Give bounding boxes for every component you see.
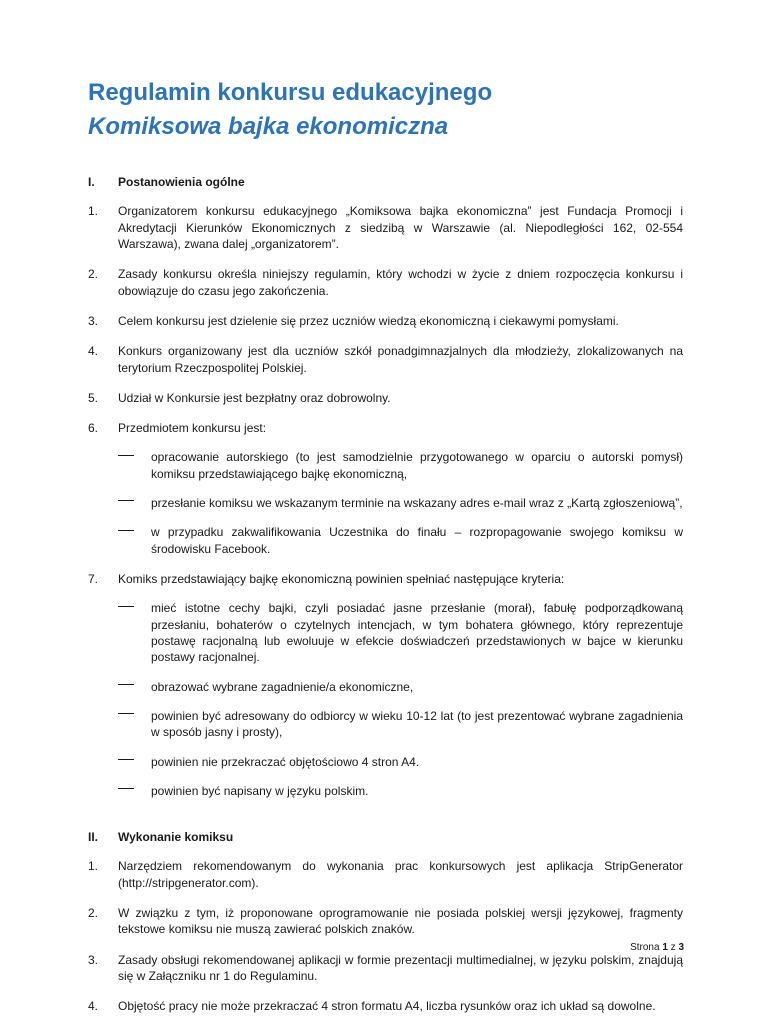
- item-text: Organizatorem konkursu edukacyjnego „Komiksowa bajka ekonomiczna” jest Fundacja Promocji i Akredytacji Kierunków Ekonomicznych z siedzibą w Warszawie (al. Niepodległości 162, 02-554 Warszawa), zwana dalej „organizatorem”.: [118, 204, 683, 251]
- bullet-text: powinien nie przekraczać objętościowo 4 stron A4.: [151, 754, 420, 769]
- dash-bullet-icon: [118, 708, 151, 741]
- dash-bullet-icon: [118, 679, 151, 695]
- dash-bullet-icon: [118, 495, 151, 511]
- section-heading-2: [88, 829, 683, 845]
- current-page-number: 1: [662, 942, 668, 953]
- title-line-1: Regulamin konkursu edukacyjnego: [88, 79, 493, 106]
- list-item: [88, 266, 683, 299]
- item-number: 3.: [88, 313, 99, 328]
- item-number: 2.: [88, 906, 99, 921]
- list-item: [88, 313, 683, 329]
- section-title: Postanowienia ogólne: [118, 175, 245, 189]
- bullet-item: [118, 783, 683, 799]
- bullet-text: przesłanie komiksu we wskazanym terminie na wskazany adres e-mail wraz z „Kartą zgłoszeniową”,: [151, 496, 683, 511]
- bullet-item: [118, 754, 683, 770]
- item-number: 1.: [88, 859, 99, 874]
- item-text: Zasady obsługi rekomendowanej aplikacji w formie prezentacji multimedialnej, w języku polskim, znajdują się w Załączniku nr 1 do Regulaminu.: [118, 952, 683, 983]
- bullet-text: mieć istotne cechy bajki, czyli posiadać jasne przesłanie (morał), fabułę podporządkowaną przesłaniu, bohaterów o czytelnych intencjach, w tym bohatera głównego, który reprezentuje postawę racjonalną lub ewoluuje w efekcie doświadczeń przedstawionych w bajce w kierunku postawy racjonalnej.: [151, 601, 683, 665]
- dash-bullet-icon: [118, 754, 151, 770]
- item-text: Zasady konkursu określa niniejszy regulamin, który wchodzi w życie z dniem rozpoczęcia konkursu i obowiązuje do czasu jego zakończenia.: [118, 267, 683, 298]
- section-spacer: [88, 813, 683, 829]
- list-item: [88, 203, 683, 252]
- dash-bullet-icon: [118, 600, 151, 665]
- section-number: II.: [88, 830, 99, 845]
- list-item: [88, 998, 683, 1014]
- list-item: [88, 571, 683, 587]
- list-item: [88, 858, 683, 891]
- item-number: 5.: [88, 390, 99, 405]
- item-text: Udział w Konkursie jest bezpłatny oraz dobrowolny.: [118, 390, 391, 405]
- page-footer: [630, 941, 684, 955]
- page-of-label: z: [670, 942, 676, 953]
- bullet-text: opracowanie autorskiego (to jest samodzielnie przygotowanego w oparciu o autorski pomysł) komiksu przedstawiającego bajkę ekonomiczną,: [151, 450, 683, 481]
- bullet-item: [118, 495, 683, 511]
- total-pages-number: 3: [678, 942, 684, 953]
- bullet-text: w przypadku zakwalifikowania Uczestnika do finału – rozpropagowanie swojego komiksu w środowisku Facebook.: [151, 525, 683, 556]
- bullet-text: powinien być adresowany do odbiorcy w wieku 10-12 lat (to jest prezentować wybrane zagadnienia w sposób jasny i prosty),: [151, 708, 683, 740]
- item-text: Komiks przedstawiający bajkę ekonomiczną powinien spełniać następujące kryteria:: [118, 572, 565, 586]
- item-number: 3.: [88, 952, 99, 967]
- bullet-item: [118, 708, 683, 741]
- list-item-with-bullets: [88, 571, 683, 799]
- item-text: Celem konkursu jest dzielenie się przez uczniów wiedzą ekonomiczną i ciekawymi pomysłami.: [118, 313, 619, 328]
- section-number: I.: [88, 175, 95, 189]
- item-text: Narzędziem rekomendowanym do wykonania prac konkursowych jest aplikacja StripGenerator (http://stripgenerator.com).: [118, 859, 683, 890]
- dash-bullet-icon: [118, 524, 151, 557]
- item-number: 4.: [88, 999, 99, 1014]
- list-item: [88, 952, 683, 985]
- list-item: [88, 420, 683, 436]
- item-number: 2.: [88, 267, 99, 282]
- bullet-item: [118, 679, 683, 695]
- dash-bullet-icon: [118, 783, 151, 799]
- document-body: [88, 174, 683, 1029]
- title-line-2: Komiksowa bajka ekonomiczna: [88, 112, 449, 140]
- bullet-item: [118, 600, 683, 665]
- item-text: Konkurs organizowany jest dla uczniów szkół ponadgimnazjalnych dla młodzieży, zlokalizowanych na terytorium Rzeczpospolitej Polskiej.: [118, 344, 683, 375]
- item-number: 4.: [88, 344, 99, 359]
- section-title: Wykonanie komiksu: [118, 830, 234, 845]
- list-item: [88, 343, 683, 376]
- dash-bullet-icon: [118, 449, 151, 482]
- item-number: 6.: [88, 421, 99, 436]
- document-title: [88, 76, 688, 143]
- item-text: Przedmiotem konkursu jest:: [118, 421, 267, 436]
- page-label: Strona: [630, 942, 660, 953]
- item-number: 1.: [88, 204, 99, 219]
- bullet-item: [118, 524, 683, 557]
- bullet-item: [118, 449, 683, 482]
- item-number: 7.: [88, 572, 99, 586]
- bullet-text: powinien być napisany w języku polskim.: [151, 783, 369, 798]
- list-item-with-bullets: [88, 420, 683, 557]
- item-text: Objętość pracy nie może przekraczać 4 stron formatu A4, liczba rysunków oraz ich układ są dowolne.: [118, 999, 656, 1014]
- list-item: [88, 390, 683, 406]
- section-heading-1: [88, 174, 683, 190]
- bullet-text: obrazować wybrane zagadnienie/a ekonomiczne,: [151, 679, 414, 694]
- item-text: W związku z tym, iż proponowane oprogramowanie nie posiada polskiej wersji językowej, fragmenty tekstowe komiksu nie muszą zawierać polskich znaków.: [118, 906, 683, 937]
- list-item: [88, 905, 683, 938]
